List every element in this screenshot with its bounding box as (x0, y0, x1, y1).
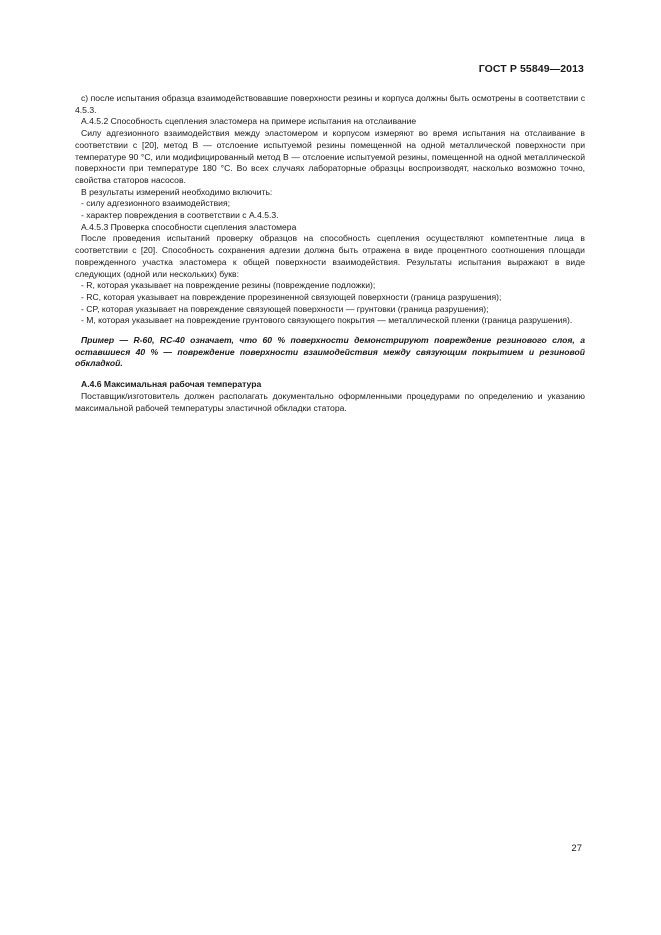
section-heading-a46: А.4.6 Максимальная рабочая температура (81, 379, 262, 390)
paragraph-inspection-note: с) после испытания образца взаимодействовавшие поверхности резины и корпуса должны быть осмотрены в соответствии с 4.5.3. (75, 93, 585, 115)
standard-code-header: ГОСТ Р 55849—2013 (478, 63, 584, 75)
list-item-adhesion-force: - силу адгезионного взаимодействия; (81, 198, 231, 209)
list-item-r: - R, которая указывает на повреждение резины (повреждение подложки); (81, 280, 376, 291)
paragraph-adhesion-check: После проведения испытаний проверку образцов на способность сцепления осуществляют компетентные лица в соответствии с [20]. Способность сохранения адгезии должна быть отражена в виде процентного соотношения площади поврежденного участка эластомера к общей поверхности взаимодействия. Результаты испытания выражают в виде следующих (одной или нескольких) букв: (75, 233, 585, 279)
example-note: Пример — R-60, RC-40 означает, что 60 % поверхности демонстрируют повреждение резинового слоя, а оставшиеся 40 % — повреждение поверхности взаимодействия между связующим покрытием и резиновой обкладкой. (75, 335, 585, 369)
list-item-damage-type: - характер повреждения в соответствии с А.4.5.3. (81, 210, 279, 221)
list-item-m: - M, которая указывает на повреждение грунтового связующего покрытия — металлической пленки (граница разрушения). (81, 315, 573, 326)
paragraph-max-temperature: Поставщик/изготовитель должен располагать документально оформленными процедурами по определению и указанию максимальной рабочей температуры эластичной обкладки статора. (75, 390, 585, 413)
subsection-heading-a452: А.4.5.2 Способность сцепления эластомера на примере испытания на отслаивание (81, 116, 417, 127)
document-body (75, 93, 585, 414)
list-item-rc: - RC, которая указывает на повреждение прорезиненной связующей поверхности (граница разрушения); (81, 291, 502, 302)
page-number: 27 (571, 843, 582, 854)
paragraph-results-intro: В результаты измерений необходимо включить: (81, 186, 273, 197)
paragraph-peel-test: Силу адгезионного взаимодействия между эластомером и корпусом измеряют во время испытания на отслаивание в соответствии с [20], метод В — отслоение испытуемой резины помещенной на одной металлической поверхности при температуре 90 °C, или модифицированный метод В — отслоение испытуемой резины, помещенной на одной металлической поверхности при температуре 180 °C. Во всех случаях лабораторные образцы воспроизводят, насколько возможно точно, свойства статоров насосов. (75, 128, 585, 185)
subsection-heading-a453: А.4.5.3 Проверка способности сцепления эластомера (81, 221, 297, 232)
list-item-cp: - CP, которая указывает на повреждение связующей поверхности — грунтовки (граница разрушения); (81, 303, 489, 314)
